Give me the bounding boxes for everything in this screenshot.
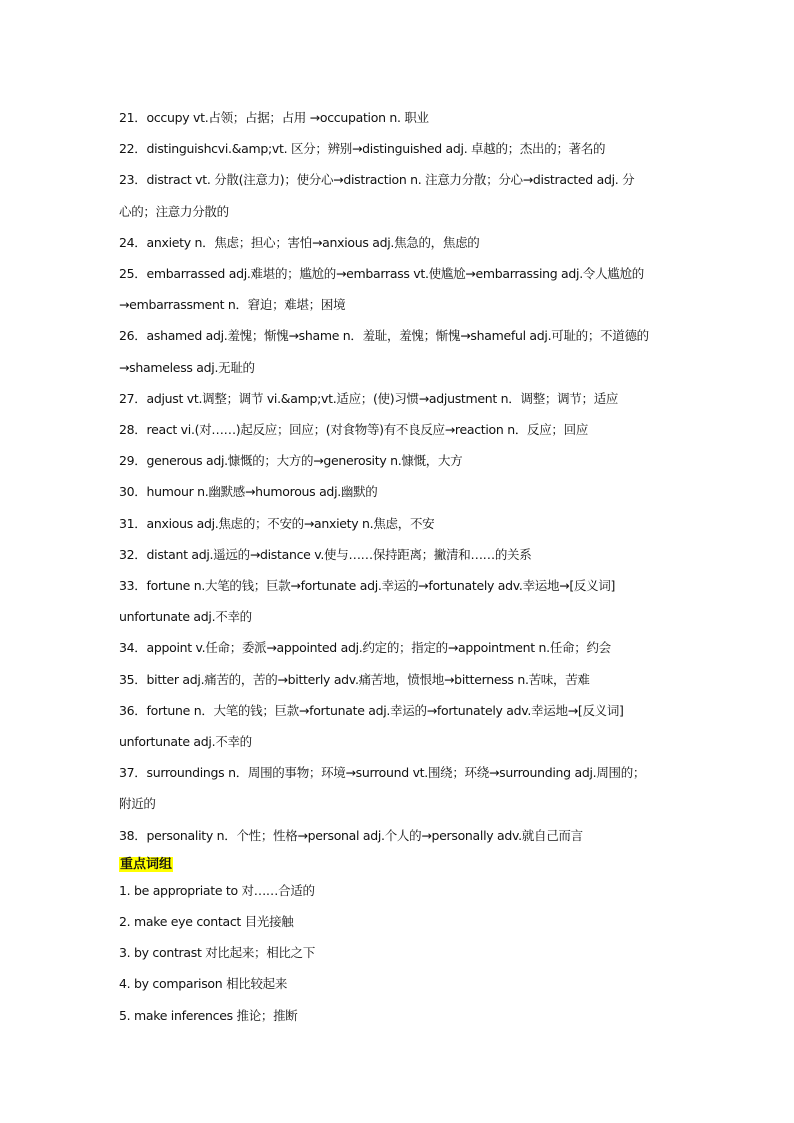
vocab-line: 25．embarrassed adj.难堪的；尴尬的→embarrass vt.使尴尬→embarrassing adj.令人尴尬的	[119, 266, 644, 282]
vocab-line: 37．surroundings n．周围的事物；环境→surround vt.围绕；环绕→surrounding adj.周围的；	[119, 765, 646, 781]
vocab-line: 34．appoint v.任命；委派→appointed adj.约定的；指定的→appointment n.任命；约会	[119, 640, 611, 656]
vocab-line: unfortunate adj.不幸的	[119, 609, 252, 625]
vocab-line: 38．personality n．个性；性格→personal adj.个人的→personally adv.就自己而言	[119, 827, 583, 843]
section-heading-row	[119, 851, 679, 875]
phrase-line: 4. by comparison 相比较起来	[119, 976, 288, 992]
vocab-list	[119, 102, 679, 851]
section-heading: 重点词组	[120, 856, 173, 872]
vocab-line: 35．bitter adj.痛苦的，苦的→bitterly adv.痛苦地，愤恨地→bitterness n.苦味，苦难	[119, 671, 590, 687]
phrase-line: 5. make inferences 推论；推断	[119, 1007, 298, 1023]
phrase-line: 3. by contrast 对比起来；相比之下	[119, 945, 316, 961]
vocab-line: 33．fortune n.大笔的钱；巨款→fortunate adj.幸运的→fortunately adv.幸运地→[反义词]	[119, 578, 616, 594]
vocab-line: 心的；注意力分散的	[119, 203, 229, 219]
vocab-line: 30．humour n.幽默感→humorous adj.幽默的	[119, 484, 378, 500]
vocab-line: 附近的	[119, 796, 156, 812]
vocab-line: 22．distinguishcvi.&amp;vt. 区分；辨别→distinguished adj. 卓越的；杰出的；著名的	[119, 141, 606, 157]
vocab-line: →shameless adj.无耻的	[119, 359, 255, 375]
vocab-line: 26．ashamed adj.羞愧；惭愧→shame n．羞耻，羞愧；惭愧→shameful adj.可耻的；不道德的	[119, 328, 649, 344]
vocab-line: 31．anxious adj.焦虑的；不安的→anxiety n.焦虑，不安	[119, 515, 435, 531]
phrase-line: 1. be appropriate to 对……合适的	[119, 882, 315, 898]
vocab-line: 27．adjust vt.调整；调节 vi.&amp;vt.适应；(使)习惯→adjustment n．调整；调节；适应	[119, 390, 619, 406]
vocab-line: 23．distract vt. 分散(注意力)；使分心→distraction n. 注意力分散；分心→distracted adj. 分	[119, 172, 635, 188]
vocab-line: →embarrassment n．窘迫；难堪；困境	[119, 297, 346, 313]
phrase-line: 2. make eye contact 目光接触	[119, 914, 294, 930]
vocab-line: 24．anxiety n．焦虑；担心；害怕→anxious adj.焦急的，焦虑的	[119, 234, 480, 250]
vocab-line: 28．react vi.(对……)起反应；回应；(对食物等)有不良反应→reaction n．反应；回应	[119, 422, 589, 438]
vocab-line: 32．distant adj.遥远的→distance v.使与……保持距离；撇清和……的关系	[119, 546, 532, 562]
vocab-line: 29．generous adj.慷慨的；大方的→generosity n.慷慨，大方	[119, 453, 463, 469]
vocab-line: unfortunate adj.不幸的	[119, 734, 252, 750]
page-content	[119, 102, 679, 1031]
vocab-line: 36．fortune n．大笔的钱；巨款→fortunate adj.幸运的→fortunately adv.幸运地→[反义词]	[119, 702, 624, 718]
vocab-line: 21．occupy vt.占领；占据；占用 →occupation n. 职业	[119, 110, 429, 125]
phrase-list	[119, 875, 679, 1031]
